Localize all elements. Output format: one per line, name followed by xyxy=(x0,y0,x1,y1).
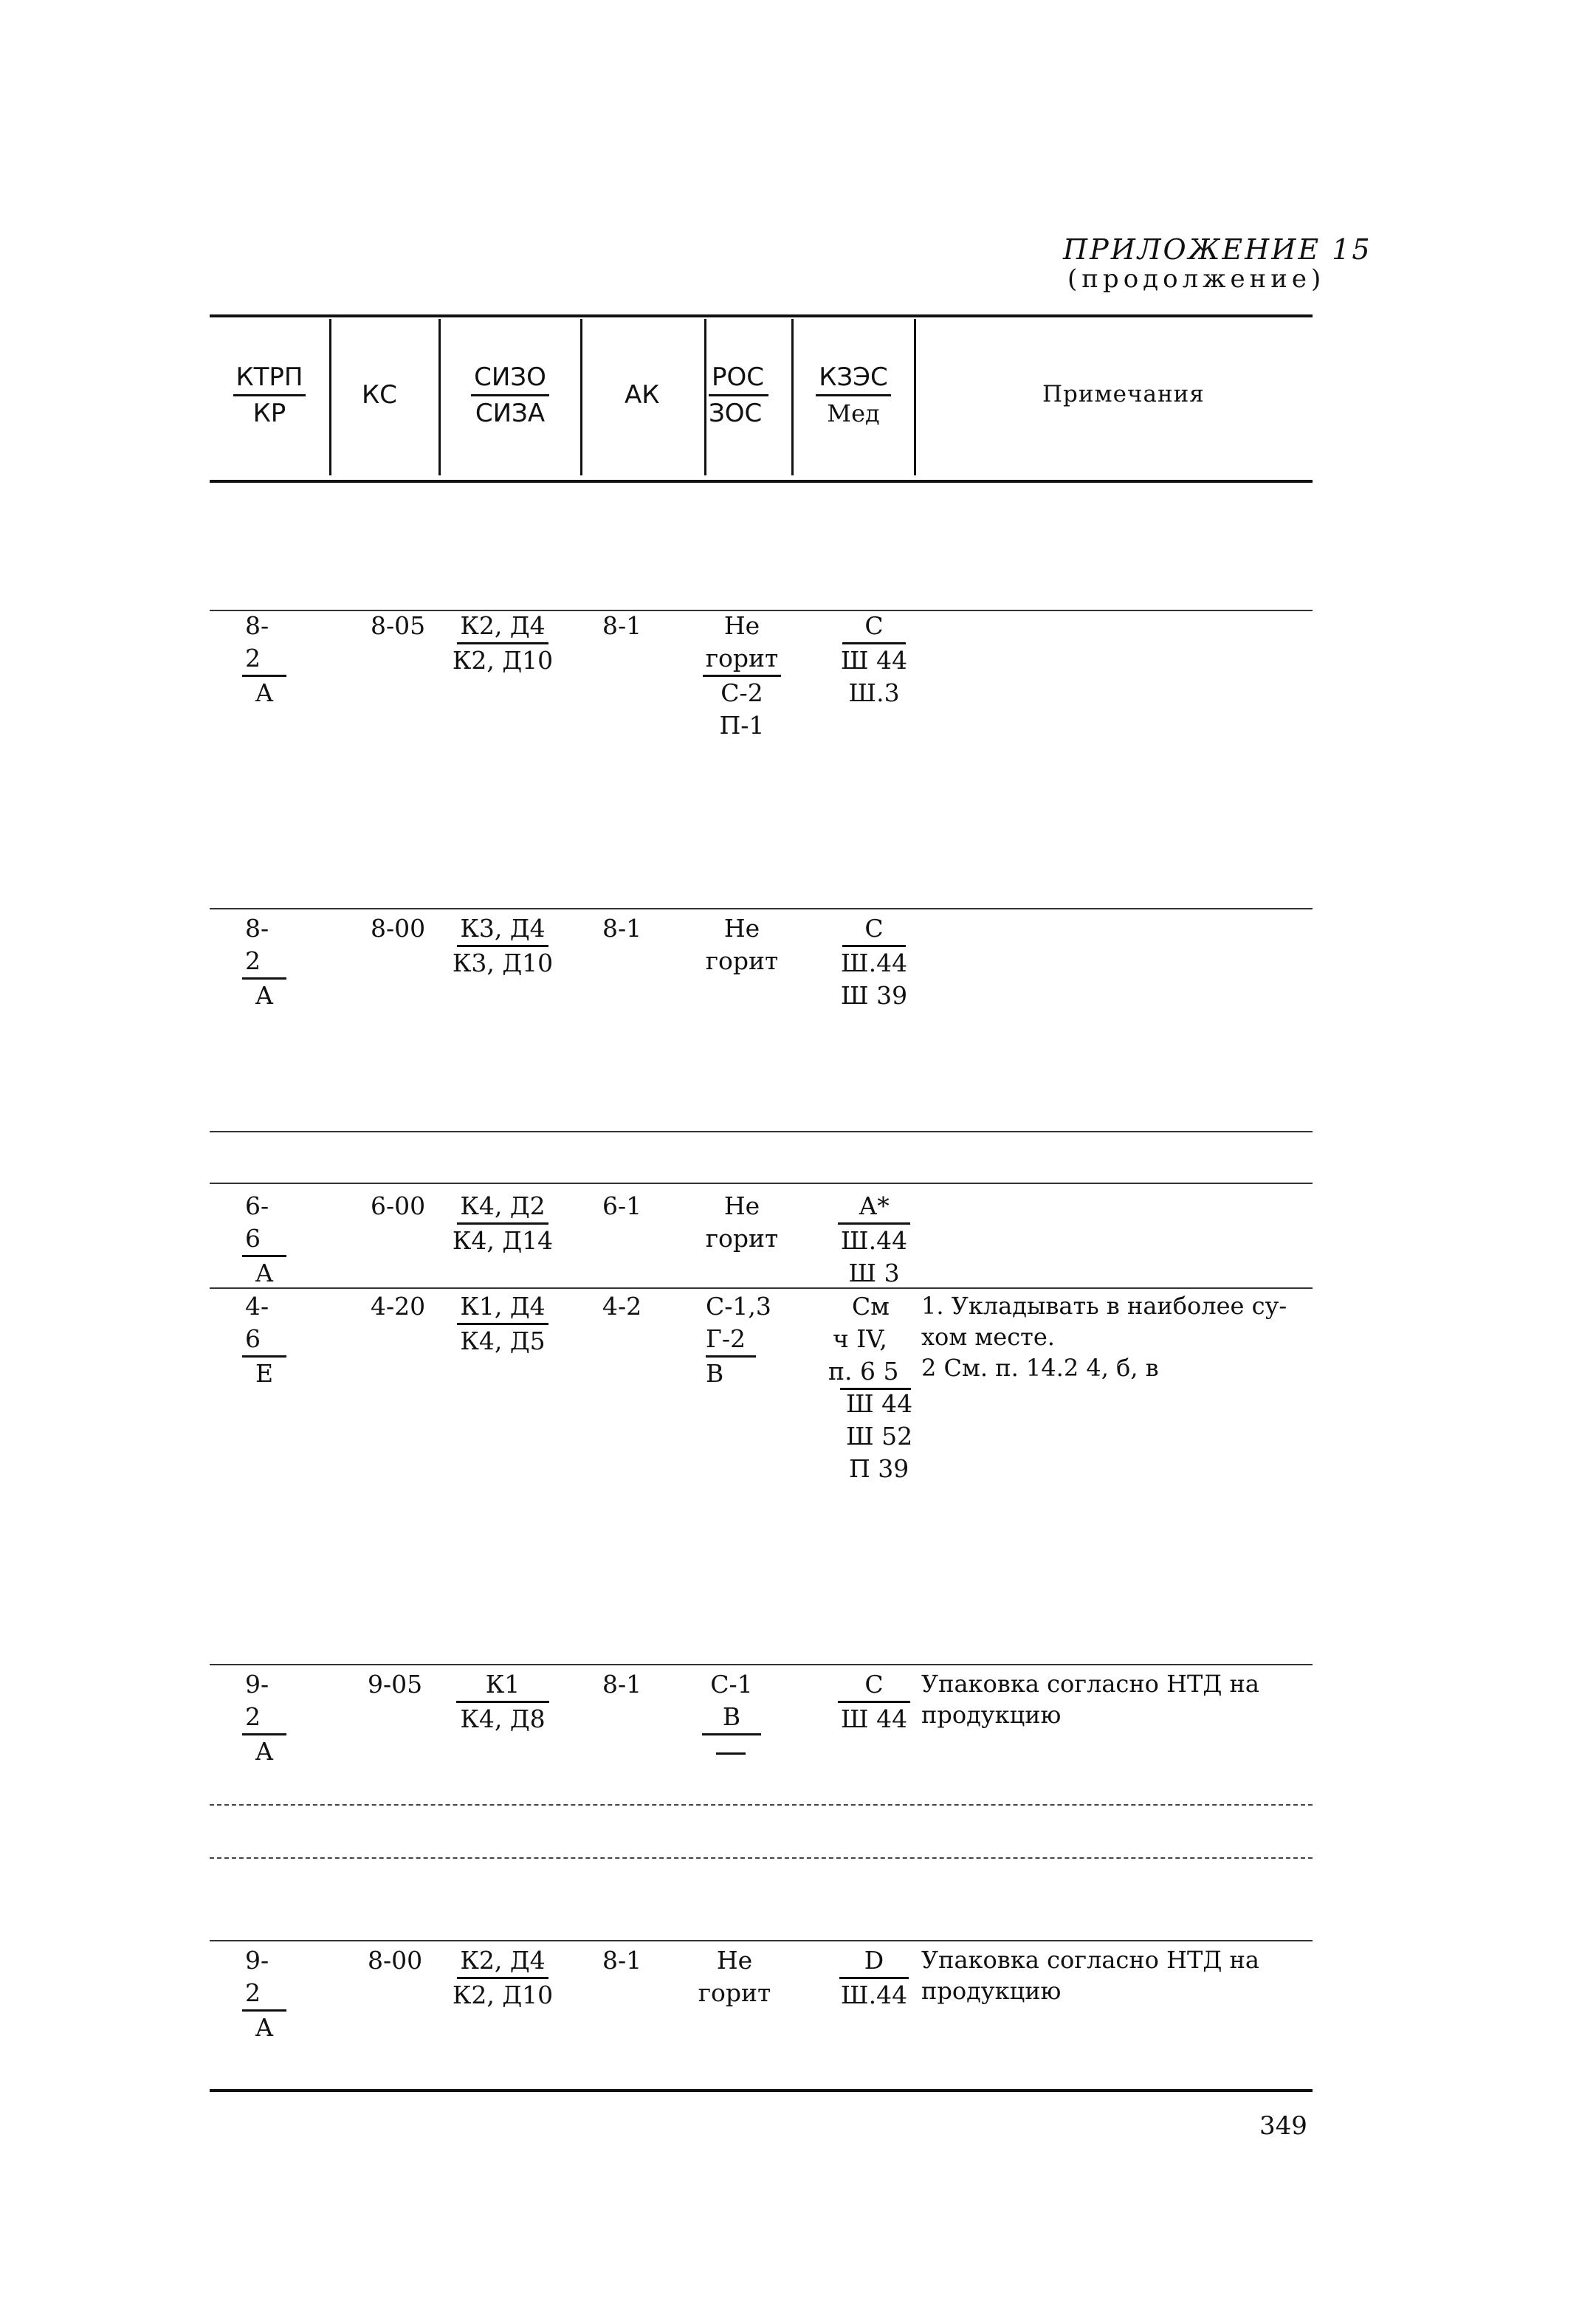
row6-kzes: D xyxy=(839,1944,909,1979)
row1-sizo-siza xyxy=(443,610,563,677)
row4-sizo-siza xyxy=(443,1290,563,1358)
row4-notes xyxy=(921,1290,1313,1383)
header-ros-zos xyxy=(709,360,788,430)
table-bottom-rule xyxy=(210,2089,1313,2092)
row1-ktrp: 8-2 xyxy=(242,610,286,677)
row1-ros-b: горит xyxy=(703,642,782,677)
row4-note-2: 2 См. п. 14.2 4, б, в xyxy=(921,1354,1159,1382)
row1-ktrp-kr xyxy=(242,610,286,709)
dashed-rule xyxy=(210,1857,1313,1859)
row3-ktrp: 6-6 xyxy=(242,1190,286,1257)
row3-ks: 6-00 xyxy=(371,1191,426,1220)
row4-note-1b: хом месте. xyxy=(921,1323,1055,1351)
row5-ktrp-kr xyxy=(242,1668,286,1768)
row6-sizo-siza xyxy=(443,1944,563,2012)
header-ktrp: КТРП xyxy=(233,360,306,396)
column-divider xyxy=(704,319,706,475)
row2-med-a: Ш.44 xyxy=(840,949,908,977)
row1-ros xyxy=(694,610,790,742)
dash-mark xyxy=(716,1752,746,1755)
row2-sizo-siza xyxy=(443,912,563,980)
row-rule xyxy=(210,1287,1313,1289)
row1-ros-d: П-1 xyxy=(719,711,765,740)
row1-kr: А xyxy=(255,678,274,707)
row5-ktrp: 9-2 xyxy=(242,1668,286,1735)
row5-siza: К4, Д8 xyxy=(460,1704,546,1733)
column-divider xyxy=(791,319,794,475)
row6-note-b: продукцию xyxy=(921,1977,1062,2005)
row1-siza: К2, Д10 xyxy=(452,646,554,675)
header-kr: КР xyxy=(252,399,286,428)
row4-sizo: К1, Д4 xyxy=(457,1290,548,1325)
row2-ros-b: горит xyxy=(705,946,779,975)
row1-kzes: С xyxy=(842,610,905,644)
row2-med-b: Ш 39 xyxy=(840,981,908,1010)
row6-ros-b: горит xyxy=(698,1978,771,2007)
header-zos: ЗОС xyxy=(709,399,763,428)
row1-med-b: Ш.3 xyxy=(848,678,900,707)
column-divider xyxy=(438,319,441,475)
row-rule xyxy=(210,1940,1313,1941)
row5-note-b: продукцию xyxy=(921,1701,1062,1729)
table-header-bottom-rule xyxy=(210,480,1313,483)
row1-sizo: К2, Д4 xyxy=(457,610,548,644)
row5-ros xyxy=(698,1668,765,1735)
row5-sizo: К1 xyxy=(456,1668,550,1703)
row5-ak: 8-1 xyxy=(602,1670,642,1699)
row6-kzes-med xyxy=(830,1944,918,2012)
row4-siza: К4, Д5 xyxy=(460,1327,546,1355)
header-ros: РОС xyxy=(709,360,768,396)
row1-kzes-med xyxy=(830,610,918,709)
row2-siza: К3, Д10 xyxy=(452,949,554,977)
row4-med-a: Ш 44 xyxy=(846,1389,913,1418)
section-rule xyxy=(210,1131,1313,1132)
row4-ros-a: С-1,3 xyxy=(706,1292,771,1321)
header-kzes: КЗЭС xyxy=(816,360,890,396)
row6-ros-a: Не xyxy=(716,1946,753,1975)
row3-med-b: Ш 3 xyxy=(848,1259,900,1287)
row5-kzes-med xyxy=(830,1668,918,1735)
row4-note-1a: 1. Укладывать в наиболее су- xyxy=(921,1292,1287,1320)
row3-kzes: А* xyxy=(838,1190,910,1225)
row5-kzes: С xyxy=(838,1668,909,1703)
row2-ak: 8-1 xyxy=(602,914,642,943)
row6-kr: А xyxy=(255,2013,274,2042)
row5-ks: 9-05 xyxy=(368,1670,423,1699)
column-divider xyxy=(580,319,582,475)
row6-ks: 8-00 xyxy=(368,1946,423,1975)
row5-ros-b: В xyxy=(702,1701,761,1735)
header-ks: КС xyxy=(362,380,397,410)
dashed-rule xyxy=(210,1804,1313,1806)
header-kzes-med xyxy=(797,360,909,430)
column-divider xyxy=(329,319,331,475)
row5-kr: А xyxy=(255,1737,274,1766)
header-ak: АК xyxy=(625,380,660,410)
row2-ktrp-kr xyxy=(242,912,286,1012)
row3-kzes-med xyxy=(830,1190,918,1290)
row4-kzes-a: См xyxy=(852,1292,890,1321)
row1-ks: 8-05 xyxy=(371,611,426,640)
row2-sizo: К3, Д4 xyxy=(457,912,548,947)
row4-kr: Е xyxy=(255,1359,274,1388)
row2-ktrp: 8-2 xyxy=(242,912,286,980)
column-divider xyxy=(914,319,916,475)
appendix-subtitle: (продолжение) xyxy=(1067,264,1326,294)
row-rule xyxy=(210,1664,1313,1665)
row3-sizo-siza xyxy=(443,1190,563,1257)
row-rule xyxy=(210,908,1313,909)
row3-ktrp-kr xyxy=(242,1190,286,1290)
row4-med-c: П 39 xyxy=(849,1454,909,1483)
section-rule xyxy=(210,1183,1313,1184)
row1-ak: 8-1 xyxy=(602,611,642,640)
row6-ak: 8-1 xyxy=(602,1946,642,1975)
header-sizo: СИЗО xyxy=(471,360,549,396)
row1-ros-c: С-2 xyxy=(720,678,763,707)
header-sizo-siza xyxy=(453,360,567,430)
row4-kzes-b: ч IV, xyxy=(833,1324,887,1353)
row2-kr: А xyxy=(255,981,274,1010)
row4-ak: 4-2 xyxy=(602,1292,642,1321)
row1-med-a: Ш 44 xyxy=(840,646,908,675)
row6-ktrp-kr xyxy=(242,1944,286,2044)
row4-med-b: Ш 52 xyxy=(846,1422,913,1451)
header-med: Мед xyxy=(827,399,880,427)
row3-kr: А xyxy=(255,1259,274,1287)
row4-ros xyxy=(706,1290,780,1390)
header-notes: Примечания xyxy=(1042,381,1205,407)
row6-ktrp: 9-2 xyxy=(242,1944,286,2012)
row4-ros-c: В xyxy=(706,1359,724,1388)
row5-note-a: Упаковка согласно НТД на xyxy=(921,1670,1259,1698)
row1-ros-a: Не xyxy=(723,611,760,640)
row3-sizo: К4, Д2 xyxy=(457,1190,548,1225)
row5-sizo-siza xyxy=(443,1668,563,1735)
row3-ros xyxy=(694,1190,790,1255)
header-siza: СИЗА xyxy=(475,399,546,428)
row6-siza: К2, Д10 xyxy=(452,1981,554,2009)
row5-med-a: Ш 44 xyxy=(840,1704,908,1733)
row4-ks: 4-20 xyxy=(371,1292,426,1321)
row6-sizo: К2, Д4 xyxy=(457,1944,548,1979)
row3-med-a: Ш.44 xyxy=(840,1226,908,1255)
row2-ks: 8-00 xyxy=(371,914,426,943)
row3-ros-a: Не xyxy=(723,1191,760,1220)
row6-note-a: Упаковка согласно НТД на xyxy=(921,1946,1259,1974)
row6-med-a: Ш.44 xyxy=(840,1981,908,2009)
row3-siza: К4, Д14 xyxy=(452,1226,554,1255)
appendix-title: ПРИЛОЖЕНИЕ 15 xyxy=(1063,233,1372,266)
row4-kzes-c: п. 6 5 xyxy=(828,1357,899,1386)
row3-ak: 6-1 xyxy=(602,1191,642,1220)
row6-notes xyxy=(921,1944,1313,2006)
row6-ros xyxy=(694,1944,775,2009)
row5-notes xyxy=(921,1668,1313,1730)
row4-ktrp: 4-6 xyxy=(242,1290,286,1358)
row2-kzes: С xyxy=(842,912,905,947)
row4-ktrp-kr xyxy=(242,1290,286,1390)
row4-ros-b: Г-2 xyxy=(706,1323,756,1358)
row2-ros-a: Не xyxy=(723,914,760,943)
row5-ros-a: С-1 xyxy=(710,1670,753,1699)
row3-ros-b: горит xyxy=(705,1224,779,1253)
row2-ros xyxy=(694,912,790,977)
header-ktrp-kr xyxy=(224,360,314,430)
table-top-rule xyxy=(210,314,1313,317)
row2-kzes-med xyxy=(830,912,918,1012)
page-number: 349 xyxy=(1259,2111,1307,2141)
